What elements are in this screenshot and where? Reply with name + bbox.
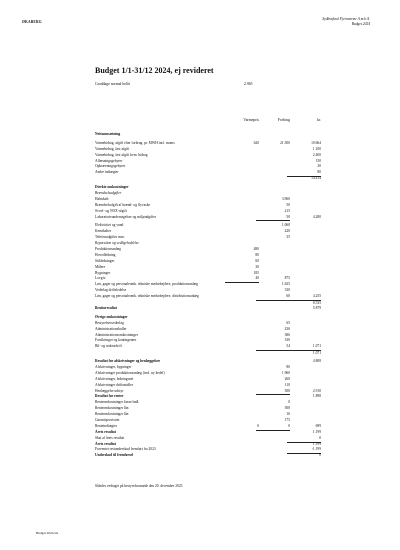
row-label: Skat af årets resultat (95, 435, 125, 440)
cell-kr: 4.255 (312, 294, 321, 299)
page-title: Budget 1/1-31/12 2024, ej revideret (95, 66, 214, 75)
table-row (95, 306, 321, 312)
row-label: Reparation og vedligeholdelse (95, 241, 139, 246)
row-label: Løn, gager og personaleomk. tekniske medarbejdere, produktionsanlæg (95, 282, 198, 287)
cell-forbrug: 35 (286, 235, 290, 240)
row-label: Renteomkostninger lån (95, 412, 129, 417)
row-label: Elektricitet og vand (95, 223, 124, 228)
cell-kr: 1.100 (312, 146, 321, 151)
table-row (95, 453, 321, 459)
cell-varmepris: 40 (225, 276, 259, 283)
cell-kr: 1.199 (312, 429, 321, 434)
row-label: Telefonudgifter mm. (95, 235, 125, 240)
row-label: Brændselsafgift af brænd- og flyvaske (95, 202, 151, 207)
row-label: Aflæsningsgebyrer (95, 158, 123, 163)
row-label: Renteomkostninger kasse/indl. (95, 400, 140, 405)
row-label: Underskud til fremførsel (95, 453, 134, 458)
row-label: Øvrige omkostninger (95, 314, 128, 319)
cell-forbrug: 60 (256, 294, 290, 301)
row-label: Forsikringer og kontingenter (95, 338, 137, 343)
cell-forbrug: 80 (286, 364, 290, 369)
page-footer: Budget 2024.xls (36, 531, 59, 535)
row-label: Administrationsomkostninger (95, 332, 138, 337)
cell-kr: 0 (319, 453, 321, 458)
row-label: Lovgiv. (95, 276, 107, 281)
cell-forbrug: 1.060 (281, 223, 290, 228)
cell-kr: 699 (315, 423, 321, 428)
cell-forbrug: 1.635 (281, 282, 290, 287)
row-label: Løn, gager og personaleomk. tekniske medarbejdere, distributionsanlæg (95, 294, 199, 299)
cell-forbrug: 0 (288, 400, 290, 405)
row-label: Bygninger (95, 270, 111, 275)
row-label: Forventet restunderskud fremført fra 2023 (95, 447, 156, 452)
row-label: Opkrævningsgebyrer (95, 164, 126, 169)
row-label: Vederlag driftsledelse (95, 288, 127, 293)
cell-forbrug: 220 (284, 229, 290, 234)
row-label: Målere (95, 264, 106, 269)
approval-note: Således vedtaget på bestyrelsesmøde den 20. december 2023 (95, 484, 183, 488)
graddage-label: Graddage normal helår (95, 82, 130, 86)
cell-kr: 1.071 (287, 350, 321, 357)
column-header-kr: kr. (317, 118, 321, 122)
cell-forbrug: 260 (284, 376, 290, 381)
cell-kr: 2.910 (312, 388, 321, 393)
table-row (95, 215, 321, 221)
row-label: Bil- og traktordrift (95, 344, 122, 349)
graddage-value: 2.965 (244, 82, 253, 86)
row-label: Renteomkostninger lån (95, 406, 129, 411)
cell-forbrug: 875 (284, 276, 290, 281)
row-label: Resultat før renter (95, 394, 124, 399)
cell-forbrug: 16 (286, 412, 290, 417)
cell-forbrug: 175 (284, 417, 290, 422)
table-row (95, 132, 321, 138)
cell-kr: 150 (315, 158, 321, 163)
row-label: Direkte omkostninger (95, 185, 129, 190)
row-label: Varmebidrag, afgift efter forbrug, pr. MWH incl. moms (95, 140, 175, 145)
row-label: Halmkøb (95, 196, 109, 201)
row-label: Hovedledning (95, 252, 116, 257)
cell-forbrug: 21.500 (280, 140, 290, 145)
row-label: Stikledninger (95, 258, 115, 263)
row-label: Svovl- og NOX-afgift (95, 208, 127, 213)
company-name-left: ØKABERG (22, 20, 42, 24)
cell-varmepris: 0 (257, 423, 259, 428)
cell-forbrug: 236 (284, 326, 290, 331)
row-label: Laboratorieundersøgelser og miljøudgifter (95, 214, 157, 219)
cell-kr: 20 (317, 164, 321, 169)
cell-kr: 0 (287, 436, 321, 443)
row-label: Afskrivninger, ledningsnet (95, 376, 134, 381)
cell-kr: 1.071 (312, 344, 321, 349)
cell-kr: 5.879 (312, 305, 321, 310)
cell-varmepris: 480 (253, 247, 259, 252)
cell-forbrug: 330 (284, 338, 290, 343)
cell-forbrug: 54 (256, 344, 290, 351)
row-label: Årets resultat (95, 429, 116, 434)
budget-table (95, 129, 321, 459)
column-header-varmepris: Varmepris (243, 118, 259, 122)
row-label: Varmebidrag, fast afgift (95, 146, 130, 151)
table-row (95, 350, 321, 356)
cell-varmepris: 185 (253, 270, 259, 275)
row-label: Afskrivninger produktionsanlæg (incl. ny kedel) (95, 370, 165, 375)
table-row (95, 176, 321, 182)
row-label: Afskrivninger, bygninger (95, 364, 132, 369)
cell-forbrug: 0 (256, 424, 290, 431)
row-label: Administrationshuller (95, 326, 127, 331)
cell-varmepris: 60 (255, 258, 259, 263)
cell-kr: 2.400 (312, 152, 321, 157)
cell-forbrug: 50 (256, 215, 290, 222)
row-label: Afskrivninger driftsmidler (95, 382, 134, 387)
company-name-right: Sydkraftaal Fjernvarme A.m.b.A. (322, 17, 370, 21)
cell-kr: 1.898 (312, 394, 321, 399)
cell-forbrug: 1.960 (281, 370, 290, 375)
cell-forbrug: 50 (286, 202, 290, 207)
cell-forbrug: 110 (284, 382, 290, 387)
cell-varmepris: 30 (255, 264, 259, 269)
cell-kr: 14.414 (311, 176, 321, 181)
cell-forbrug: 330 (284, 288, 290, 293)
column-header-forbrug: Forbrug (277, 118, 290, 122)
cell-varmepris: 80 (255, 252, 259, 257)
row-label: Varmebidrag, fast afgift kvm. bidrag (95, 152, 148, 157)
row-label: Årets resultat (95, 441, 116, 446)
row-label: Bestyrelsesvederlag (95, 320, 124, 325)
cell-kr: 10.664 (311, 140, 321, 145)
cell-kr: -1.199 (287, 447, 321, 454)
row-label: Bruttoresultat (95, 305, 117, 310)
cell-forbrug: 65 (286, 320, 290, 325)
row-label: Garantiprovision (95, 417, 120, 422)
cell-forbrug: 500 (256, 389, 290, 396)
row-label: Renteindtægter (95, 423, 117, 428)
cell-kr: 80 (287, 170, 321, 177)
row-label: Brændselsudgifter (95, 191, 122, 196)
cell-varmepris: 620 (253, 140, 259, 145)
row-label: Nettoomsætning (95, 132, 121, 136)
cell-kr: 1.199 (312, 441, 321, 446)
cell-kr: 8.535 (287, 300, 321, 307)
row-label: Kemikalier (95, 229, 112, 234)
row-label: Resultat før afskrivninger og henlæggelser (95, 359, 161, 364)
cell-forbrug: 215 (284, 208, 290, 213)
header-subtitle: Budget 2024 (351, 22, 370, 26)
cell-forbrug: 508 (284, 406, 290, 411)
cell-forbrug: 3.960 (281, 196, 290, 201)
cell-forbrug: 386 (284, 332, 290, 337)
row-label: Produktionsanlæg (95, 247, 121, 252)
cell-kr: 4.808 (312, 359, 321, 364)
cell-kr: 4.280 (312, 214, 321, 219)
header-right (322, 17, 370, 27)
row-label: Andre indtægter (95, 170, 119, 175)
row-label: Henlæggelse udstyr (95, 388, 124, 393)
